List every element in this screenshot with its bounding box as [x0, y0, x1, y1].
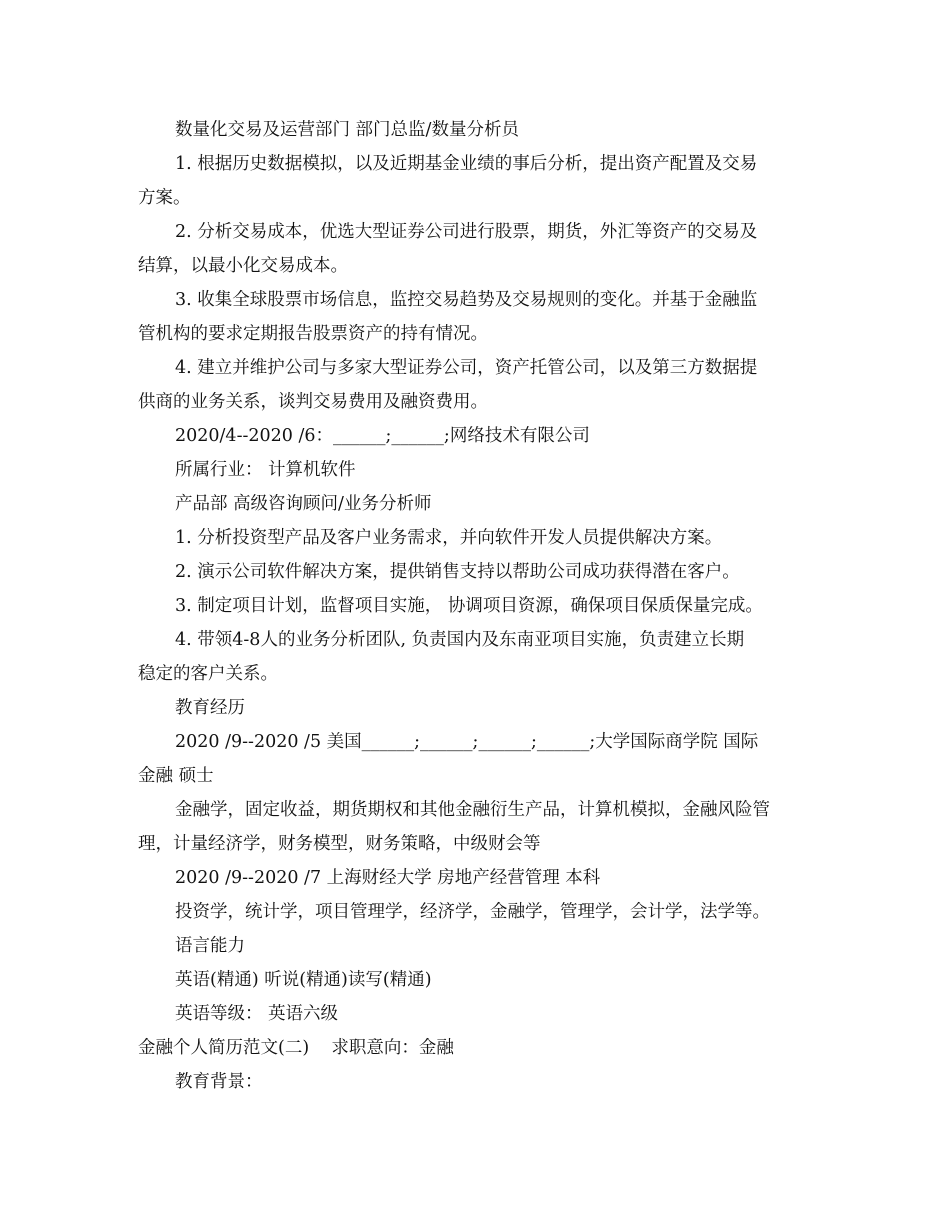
education-entry-line: 2020 /9--2020 /7 上海财经大学 房地产经营管理 本科 — [175, 868, 601, 888]
paragraph-line: 2. 分析交易成本，优选大型证券公司进行股票，期货，外汇等资产的交易及 — [175, 222, 758, 242]
education-entry-line: 2020 /9--2020 /5 美国______;______;______;______;大学国际商学院 国际 — [175, 732, 759, 752]
paragraph-line: 2. 演示公司软件解决方案，提供销售支持以帮助公司成功获得潜在客户。 — [175, 562, 740, 582]
section-heading-education-background: 教育背景： — [175, 1072, 263, 1092]
industry-line: 所属行业： 计算机软件 — [175, 460, 356, 480]
paragraph-line: 供商的业务关系，谈判交易费用及融资费用。 — [138, 392, 488, 412]
paragraph-line: 稳定的客户关系。 — [138, 664, 278, 684]
language-level-line: 英语等级： 英语六级 — [175, 1004, 339, 1024]
paragraph-line: 1. 根据历史数据模拟，以及近期基金业绩的事后分析，提出资产配置及交易 — [175, 154, 758, 174]
paragraph-line: 4. 带领4-8人的业务分析团队, 负责国内及东南亚项目实施，负责建立长期 — [175, 630, 745, 650]
courses-line: 金融学，固定收益，期货期权和其他金融衍生产品，计算机模拟，金融风险管 — [175, 800, 770, 820]
courses-line: 投资学，统计学，项目管理学，经济学，金融学，管理学，会计学，法学等。 — [175, 902, 770, 922]
section-heading-language: 语言能力 — [175, 936, 245, 956]
section-heading-quant-trading: 数量化交易及运营部门 部门总监/数量分析员 — [175, 120, 519, 140]
paragraph-line: 方案。 — [138, 188, 191, 208]
paragraph-line: 3. 收集全球股票市场信息，监控交易趋势及交易规则的变化。并基于金融监 — [175, 290, 758, 310]
resume-title-line: 金融个人简历范文(二) 求职意向：金融 — [138, 1038, 454, 1058]
paragraph-line: 4. 建立并维护公司与多家大型证券公司，资产托管公司，以及第三方数据提 — [175, 358, 758, 378]
paragraph-line: 3. 制定项目计划，监督项目实施， 协调项目资源，确保项目保质保量完成。 — [175, 596, 763, 616]
paragraph-line: 管机构的要求定期报告股票资产的持有情况。 — [138, 324, 488, 344]
paragraph-line: 结算，以最小化交易成本。 — [138, 256, 348, 276]
paragraph-line: 1. 分析投资型产品及客户业务需求，并向软件开发人员提供解决方案。 — [175, 528, 723, 548]
job-period-line: 2020/4--2020 /6：______;______;网络技术有限公司 — [175, 426, 590, 446]
section-heading-product-dept: 产品部 高级咨询顾问/业务分析师 — [175, 494, 432, 514]
section-heading-education: 教育经历 — [175, 698, 245, 718]
education-entry-line: 金融 硕士 — [138, 766, 214, 786]
courses-line: 理，计量经济学，财务模型，财务策略，中级财会等 — [138, 834, 541, 854]
language-line: 英语(精通) 听说(精通)读写(精通) — [175, 970, 432, 990]
